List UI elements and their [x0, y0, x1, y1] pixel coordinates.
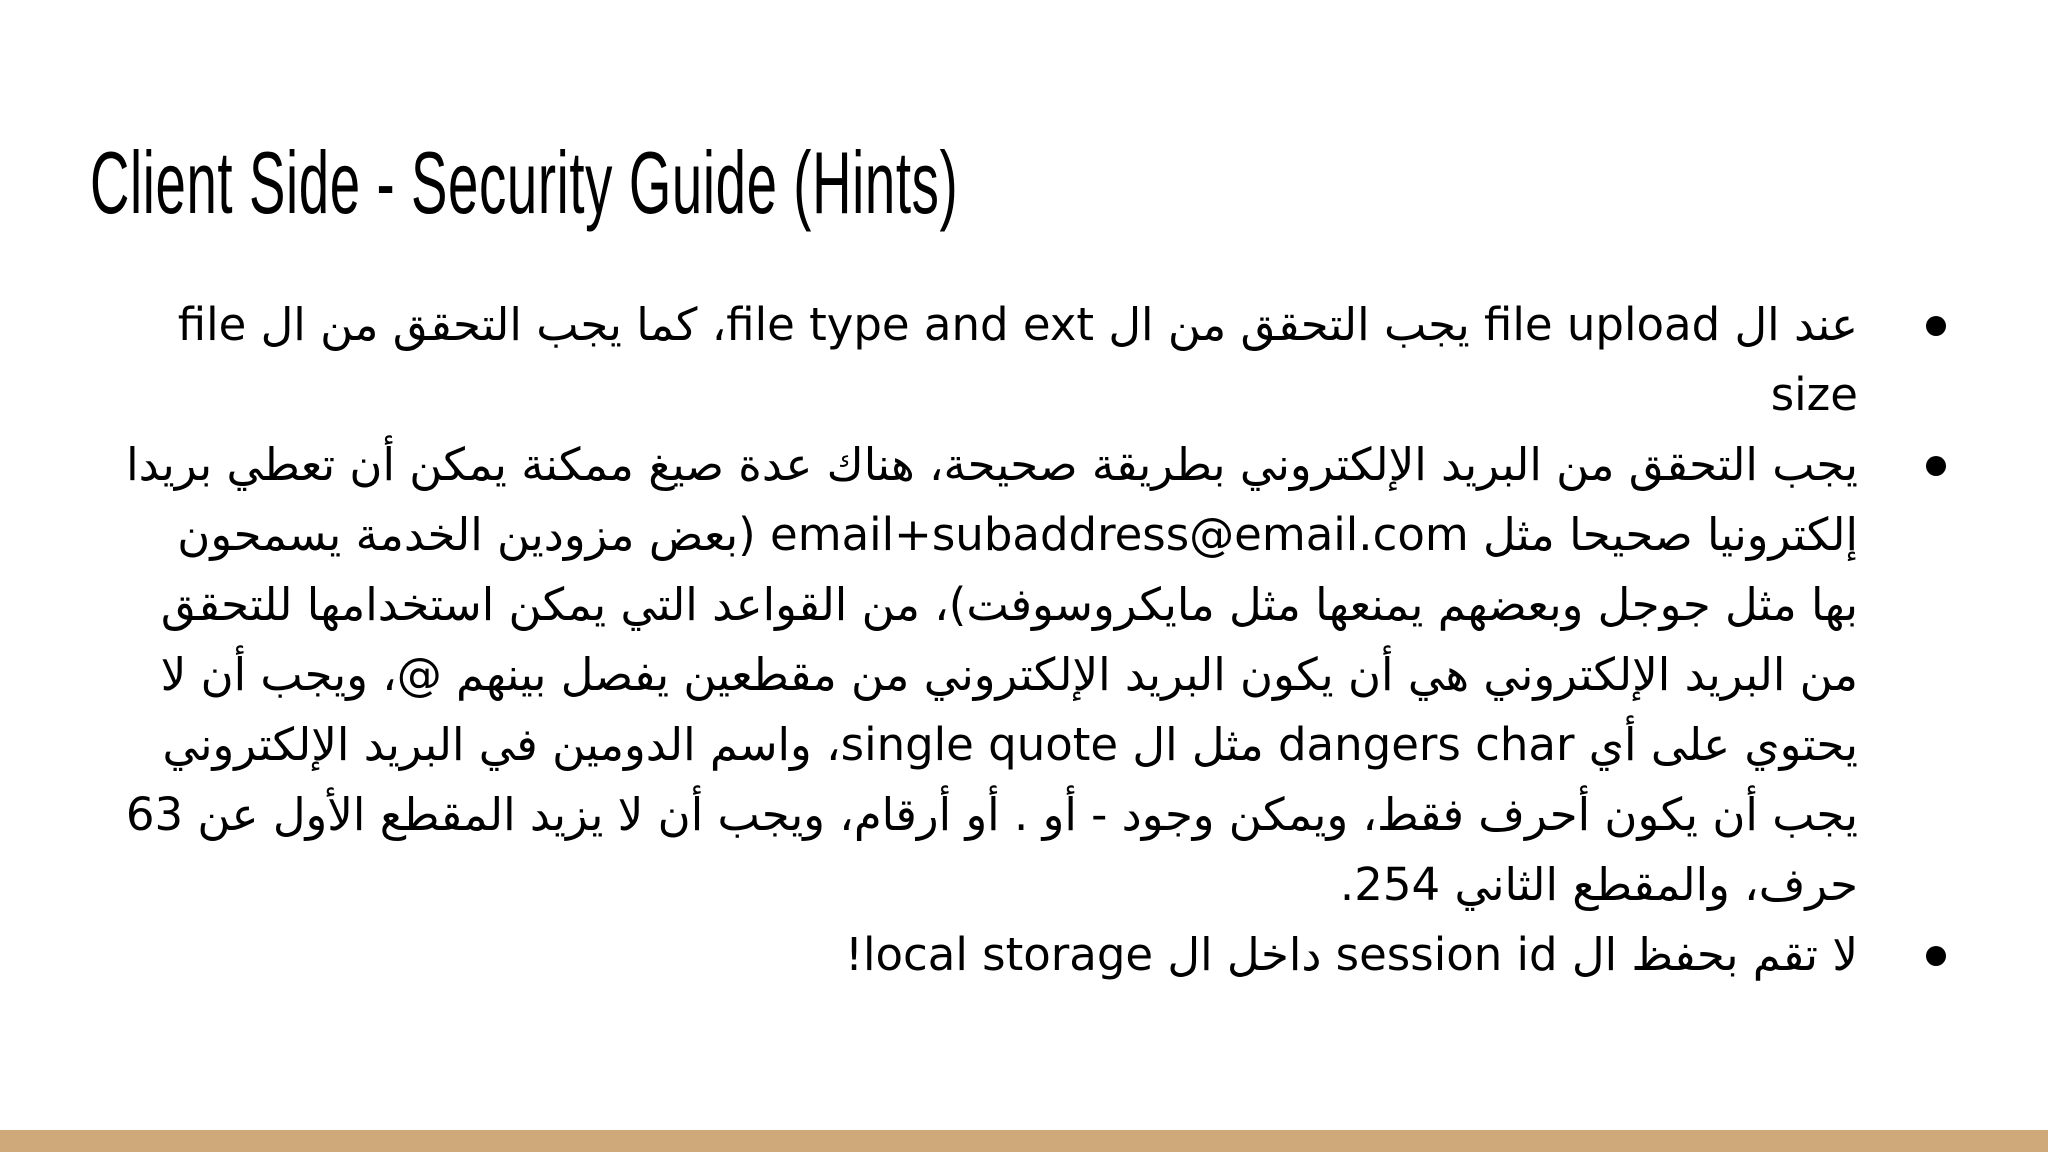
- bullet-dot-icon: [1926, 456, 1946, 476]
- bullet-item-file-upload: [118, 290, 1858, 430]
- footer-accent-bar: [0, 1130, 2048, 1152]
- bullet-text: يجب التحقق من البريد الإلكتروني بطريقة صحيحة، هناك عدة صيغ ممكنة يمكن أن تعطي بريدا إلكترونيا صحيحا مثل email+subaddress@email.com (بعض مزودين الخدمة يسمحون بها مثل جوجل وبعضهم يمنعها مثل مايكروسوفت)، من القواعد التي يمكن استخدامها للتحقق من البريد الإلكتروني هي أن يكون البريد الإلكتروني من مقطعين يفصل بينهم @، ويجب أن لا يحتوي على أي dangers char مثل ال single quote، واسم الدومين في البريد الإلكتروني يجب أن يكون أحرف فقط، ويمكن وجود - أو . أو أرقام، ويجب أن لا يزيد المقطع الأول عن 63 حرف، والمقطع الثاني 254.: [125, 438, 1858, 911]
- bullet-text: لا تقم بحفظ ال session id داخل ال local storage!: [844, 928, 1858, 981]
- bullet-item-email-validation: [118, 430, 1858, 920]
- bullet-item-session-id: [118, 920, 1858, 990]
- bullet-list: [118, 290, 1858, 990]
- bullet-text: عند ال file upload يجب التحقق من ال file type and ext، كما يجب التحقق من ال file size: [177, 298, 1858, 421]
- slide-title: Client Side - Security Guide (Hints): [90, 133, 959, 232]
- bullet-dot-icon: [1926, 946, 1946, 966]
- bullet-dot-icon: [1926, 316, 1946, 336]
